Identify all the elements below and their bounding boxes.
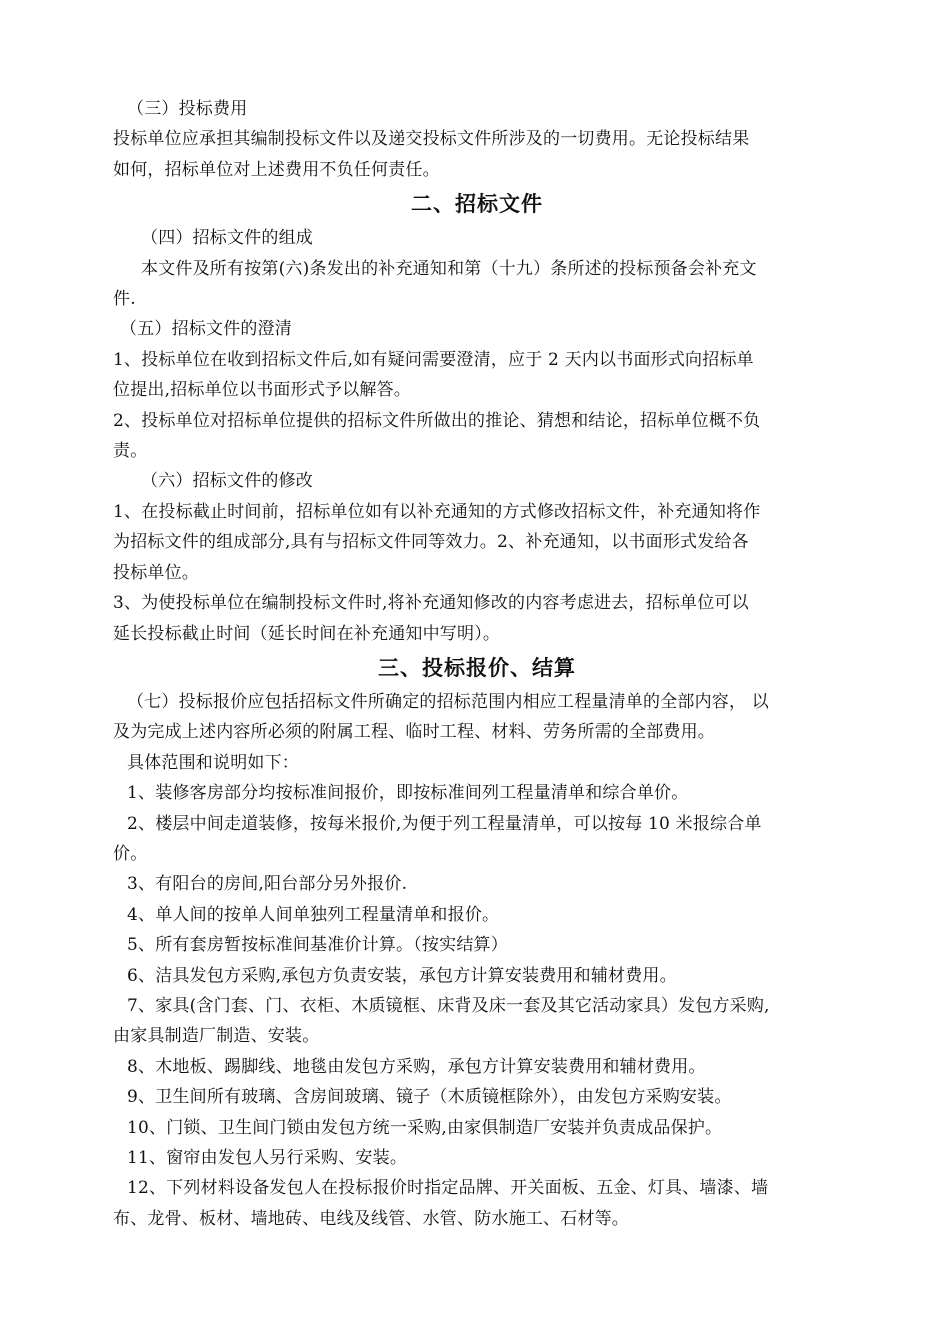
list-item: 5、所有套房暂按标准间基准价计算。（按实结算） — [127, 935, 508, 956]
list-item: 10、门锁、卫生间门锁由发包方统一采购,由家俱制造厂安装并负责成品保护。 — [127, 1117, 723, 1138]
list-item: 4、单人间的按单人间单独列工程量清单和报价。 — [127, 904, 500, 925]
section-subtitle-composition: （四）招标文件的组成 — [141, 228, 313, 249]
chapter-title-bidding-documents: 二、招标文件 — [411, 192, 543, 217]
list-item: 1、装修客房部分均按标准间报价，即按标准间列工程量清单和综合单价。 — [127, 783, 689, 804]
paragraph-line: 及为完成上述内容所必须的附属工程、临时工程、材料、劳务所需的全部费用。 — [113, 722, 715, 743]
list-item: 9、卫生间所有玻璃、含房间玻璃、镜子（木质镜框除外），由发包方采购安装。 — [127, 1087, 732, 1108]
paragraph-line: 件. — [113, 289, 136, 310]
paragraph-line: 投标单位。 — [113, 562, 199, 583]
section-subtitle-modification: （六）招标文件的修改 — [141, 471, 313, 492]
paragraph-line: 1、投标单位在收到招标文件后,如有疑问需要澄清，应于 2 天内以书面形式向招标单 — [113, 349, 754, 370]
paragraph-line: 位提出,招标单位以书面形式予以解答。 — [113, 380, 412, 401]
list-item: 11、窗帘由发包人另行采购、安装。 — [127, 1148, 408, 1168]
list-item: 2、楼层中间走道装修，按每米报价,为便于列工程量清单，可以按每 10 米报综合单 — [127, 813, 762, 834]
list-item: 12、下列材料设备发包人在投标报价时指定品牌、开关面板、五金、灯具、墙漆、墙 — [127, 1178, 769, 1199]
paragraph-line: 如何，招标单位对上述费用不负任何责任。 — [113, 159, 440, 180]
list-item-continuation: 由家具制造厂制造、安装。 — [113, 1026, 320, 1047]
list-item: 3、有阳台的房间,阳台部分另外报价. — [127, 874, 408, 895]
chapter-title-bid-pricing: 三、投标报价、结算 — [378, 655, 576, 680]
paragraph-line: 具体范围和说明如下： — [127, 752, 299, 773]
list-item-continuation: 布、龙骨、板材、墙地砖、电线及线管、水管、防水施工、石材等。 — [113, 1208, 629, 1229]
section-subtitle-clarification: （五）招标文件的澄清 — [120, 319, 292, 340]
paragraph-line: 责。 — [113, 441, 148, 462]
paragraph-line: 延长投标截止时间（延长时间在补充通知中写明）。 — [113, 623, 501, 644]
section-subtitle-fee: （三）投标费用 — [127, 99, 248, 119]
paragraph-line: （七）投标报价应包括招标文件所确定的招标范围内相应工程量清单的全部内容， 以 — [127, 691, 770, 712]
paragraph-line: 1、在投标截止时间前，招标单位如有以补充通知的方式修改招标文件，补充通知将作 — [113, 501, 761, 522]
paragraph-line: 为招标文件的组成部分,具有与招标文件同等效力。2、补充通知，以书面形式发给各 — [113, 532, 749, 553]
list-item: 7、家具(含门套、门、衣柜、木质镜框、床背及床一套及其它活动家具）发包方采购, — [127, 995, 770, 1016]
paragraph-line: 2、投标单位对招标单位提供的招标文件所做出的推论、猜想和结论，招标单位概不负 — [113, 410, 761, 431]
list-item: 6、洁具发包方采购,承包方负责安装，承包方计算安装费用和辅材费用。 — [127, 965, 677, 986]
paragraph-line: 投标单位应承担其编制投标文件以及递交投标文件所涉及的一切费用。无论投标结果 — [113, 129, 750, 150]
paragraph-line: 3、为使投标单位在编制投标文件时,将补充通知修改的内容考虑进去，招标单位可以 — [113, 593, 749, 614]
list-item: 8、木地板、踢脚线、地毯由发包方采购，承包方计算安装费用和辅材费用。 — [127, 1056, 706, 1077]
list-item-continuation: 价。 — [113, 843, 148, 864]
paragraph-line: 本文件及所有按第(六)条发出的补充通知和第（十九）条所述的投标预备会补充文 — [141, 258, 757, 279]
document-page — [113, 94, 841, 1234]
